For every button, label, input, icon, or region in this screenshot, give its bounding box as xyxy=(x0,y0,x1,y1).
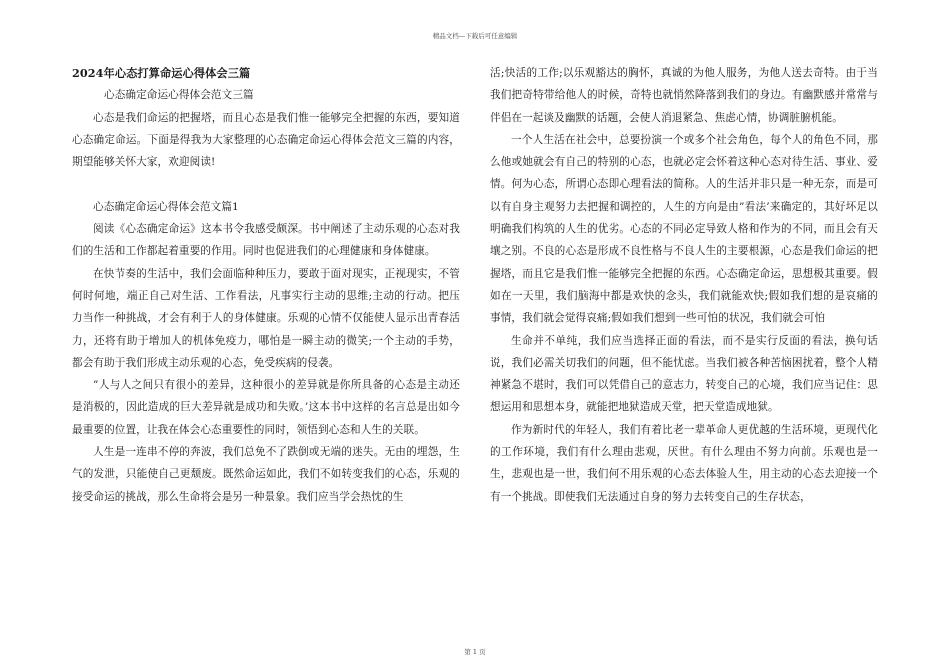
paragraph: 在快节奏的生活中，我们会面临种种压力，要敢于面对现实，正视现实，不管何时何地，端正自己对生活、工作看法，凡事实行主动的思维;主动的行动。把压力当作一种挑战，才会有利于人的身体健康。乐观的心情不仅能使人显示出青春活力，还将有助于增加人的机体免疫力，哪怕是一瞬主动的微笑;一个主动的手势，都会有助于我们形成主动乐观的心态，免受疾病的侵袭。 xyxy=(72,267,460,369)
paragraph-continued: 活;快活的工作;以乐观豁达的胸怀，真诚的为他人服务，为他人送去奇特。由于当我们把奇特带给他人的时候，奇特也就悄然降落到我们的身边。有幽默感并常常与伴侣在一起谈及幽默的话题，会使人消退紧急、焦虑心情，协调脏腑机能。 xyxy=(490,67,878,124)
right-column xyxy=(490,62,878,508)
paragraph: 一个人生活在社会中，总要扮演一个或多个社会角色，每个人的角色不同，那么他或她就会有自己的特别的心态，也就必定会怀着这种心态对待生活、事业、爱情。何为心态，所谓心态即心理看法的简称。人的生活并非只是一种无奈，而是可以有自身主观努力去把握和调控的，人生的方向是由”看法’来确定的，其好坏足以明确我们构筑的人生的优劣。心态的不同必定导致人格和作为的不同，而且会有天壤之别。不良的心态是形成不良性格与不良人生的主要根源，心态是我们命运的把握塔，而且它是我们惟一能够完全把握的东西。心态确定命运，思想极其重要。假如在一天里，我们脑海中都是欢快的念头，我们就能欢快;假如我们想的是哀痛的事情，我们就会觉得哀痛;假如我们想到一些可怕的状况，我们就会可怕 xyxy=(490,133,878,325)
paragraph: 阅读《心态确定命运》这本书令我感受颇深。书中阐述了主动乐观的心态对我们的生活和工作都起着重要的作用。同时也促进我们的心理健康和身体健康。 xyxy=(72,223,460,258)
document-title: 2024年心态打算命运心得体会三篇 xyxy=(72,66,251,80)
page-number: 第 1 页 xyxy=(464,648,486,656)
paragraph: 作为新时代的年轻人，我们有着比老一辈革命人更优越的生活环境，更现代化的工作环境，我们有什么理由悲观，厌世。有什么理由不努力向前。乐观也是一生，悲观也是一世，我们何不用乐观的心态去体验人生，用主动的心态去迎接一个有一个挑战。即使我们无法通过自身的努力去转变自己的生存状态， xyxy=(490,423,878,503)
intro-paragraph: 心态是我们命运的把握塔，而且心态是我们惟一能够完全把握的东西，要知道心态确定命运。下面是得我为大家整理的心态确定命运心得体会范文三篇的内容，期望能够关怀大家，欢迎阅读! xyxy=(72,111,460,169)
document-subtitle: 心态确定命运心得体会范文三篇 xyxy=(104,89,254,102)
section-heading: 心态确定命运心得体会范文篇1 xyxy=(93,200,239,213)
paragraph: 生命并不单纯，我们应当选择正面的看法，而不是实行反面的看法，换句话说，我们必需关切我们的问题，但不能忧虑。当我们被各种苦恼困扰着，整个人精神紧急不堪时，我们可以凭借自己的意志力，转变自己的心境，我们应当记住：思想运用和思想本身，就能把地狱造成天堂，把天堂造成地狱。 xyxy=(490,334,878,414)
paragraph: 人生是一连串不停的奔波，我们总免不了跌倒或无端的迷失。无由的埋怨，生气的发泄，只能使自己更颓废。既然命运如此，我们不如转变我们的心态，乐观的接受命运的挑战，那么生命将会是另一种景象。我们应当学会热忱的生 xyxy=(72,446,460,503)
spacer xyxy=(72,173,460,195)
left-column xyxy=(72,62,460,508)
page-header: 精品文档—下载后可任意编辑 xyxy=(432,32,518,40)
paragraph: ”人与人之间只有很小的差异，这种很小的差异就是你所具备的心态是主动还是消极的，因此造成的巨大差异就是成功和失败。’这本书中这样的名言总是出如今最重要的位置，让我在体会心态重要性的同时，领悟到心态和人生的关联。 xyxy=(72,379,460,436)
